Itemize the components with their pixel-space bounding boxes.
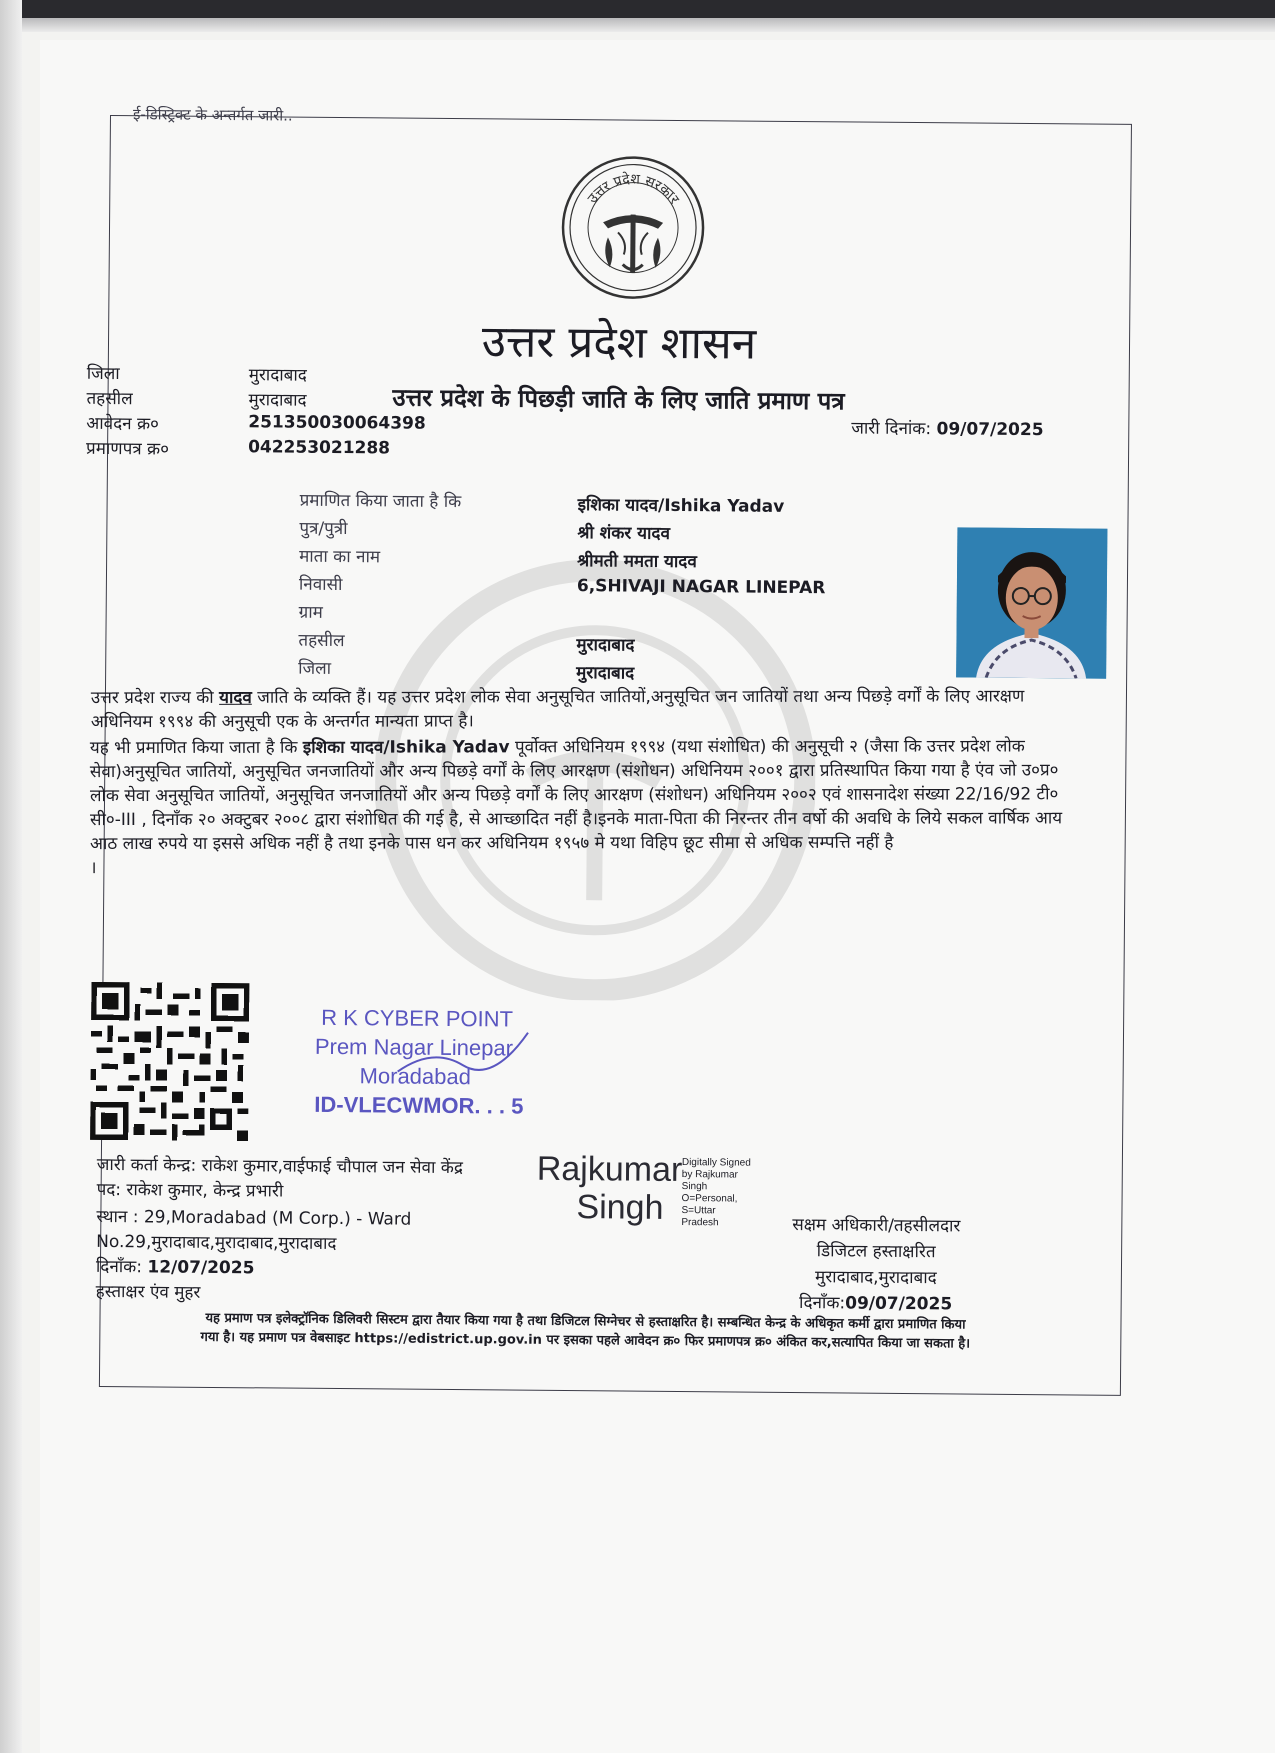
digital-line-5: S=Uttar <box>681 1205 716 1217</box>
scan-edge-left <box>0 0 22 1753</box>
para1-text: जाति के व्यक्ति हैं। यह उत्तर प्रदेश लोक सेवा अनुसूचित जातियों,अनुसूचित जन जातियों तथा अन्य पिछड़े वर्गों के लिए आरक्षण अधिनियम १९९४ की अनुसूची एक के अन्तर्गत मान्यता प्राप्त है। <box>90 686 1025 733</box>
digital-line-1: Digitally Signed <box>681 1157 751 1169</box>
emblem-text: उत्तर प्रदेश सरकार <box>584 171 683 208</box>
officer-date-value: 09/07/2025 <box>845 1293 953 1315</box>
para1-intro: उत्तर प्रदेश राज्य की <box>90 687 214 709</box>
certificate-no-label: प्रमाणपत्र क्र० <box>85 438 170 460</box>
district-label: जिला <box>86 363 120 385</box>
up-emblem-icon <box>557 152 708 303</box>
certificate <box>85 105 1132 1396</box>
address-value: 6,SHIVAJI NAGAR LINEPAR <box>576 576 826 599</box>
stamp-signature-stroke <box>393 1027 534 1088</box>
issue-date <box>851 415 1043 440</box>
officer-date-label: दिनाँक: <box>799 1293 846 1314</box>
mother-label: माता का नाम <box>299 546 381 568</box>
signer-name-1: Rajkumar <box>536 1149 683 1190</box>
footer-line-2: गया है। यह प्रमाण पत्र वेबसाइट https://edistrict.up.gov.in पर इसका पहले आवेदन क्र० फिर प्रमाणपत्र क्र० अंकित कर,सत्यापित किया जा सकता है। <box>200 1329 971 1352</box>
officer-digital: डिजिटल हस्ताक्षरित <box>816 1241 936 1263</box>
para2-end: । <box>90 858 97 879</box>
tehsil-value: मुरादाबाद <box>248 390 307 411</box>
issuer-post: पद: राकेश कुमार, केन्द्र प्रभारी <box>96 1179 284 1202</box>
stamp-line-4: ID-VLECWMOR. . . 5 <box>314 1091 524 1119</box>
tehsil-label: तहसील <box>86 388 133 410</box>
scan-edge-top <box>0 0 1275 18</box>
creamy-layer-paragraph <box>90 734 1090 880</box>
stamp-line-1: R K CYBER POINT <box>321 1004 514 1032</box>
caste-value: यादव <box>219 687 252 708</box>
caste-paragraph <box>91 684 1091 734</box>
certificate-title: उत्तर प्रदेश के पिछड़ी जाति के लिए जाति प्रमाण पत्र <box>392 383 845 416</box>
para2-person-name: इशिका यादव/Ishika Yadav <box>302 737 510 758</box>
digital-line-3: Singh <box>681 1181 708 1193</box>
scan-edge-shadow <box>0 18 1275 32</box>
issuer-date-label: दिनाँक: <box>95 1256 143 1278</box>
application-value: 251350030064398 <box>248 412 426 434</box>
e-district-note: ई-डिस्ट्रिक्ट के अन्तर्गत जारी.. <box>132 105 293 125</box>
stamp-line-2: Prem Nagar Linepar <box>314 1033 514 1061</box>
digital-line-2: by Rajkumar <box>681 1169 738 1181</box>
qr-code <box>90 982 249 1141</box>
applicant-photo <box>956 527 1107 678</box>
district-value: मुरादाबाद <box>248 365 307 386</box>
signer-name-2: Singh <box>576 1188 664 1227</box>
officer-title: सक्षम अधिकारी/तहसीलदार <box>792 1214 961 1237</box>
govt-title: उत्तर प्रदेश शासन <box>481 316 757 370</box>
digital-signature-details <box>681 1157 751 1230</box>
issue-date-value: 09/07/2025 <box>936 419 1044 441</box>
officer-place: मुरादाबाद,मुरादाबाद <box>815 1267 937 1289</box>
person-district-label: जिला <box>298 658 332 679</box>
footer-line-1: यह प्रमाण पत्र इलेक्ट्रॉनिक डिलिवरी सिस्टम द्वारा तैयार किया गया है तथा डिजिटल सिग्नेचर से हस्ताक्षरित है। सम्बन्धित केन्द्र के अधिकृत कर्मी द्वारा प्रमाणित किया <box>205 1310 966 1333</box>
person-tehsil-value: मुरादाबाद <box>576 635 635 656</box>
issuer-place-2: No.29,मुरादाबाद,मुरादाबाद,मुरादाबाद <box>96 1231 337 1255</box>
para2-text: पूर्वोक्त अधिनियम १९९४ (यथा संशोधित) की अनुसूची २ (जैसा कि उत्तर प्रदेश लोक सेवा)अनुसूचित जातियों, अनुसूचित जनजातियों और अन्य पिछड़े वर्गों के लिए आरक्षण (संशोधन) अधिनियम २००१ द्वारा प्रतिस्थापित किया गया है एंव जो उ०प्र० लोक सेवा अनुसूचित जातियों, अनुसूचित जनजातियों और अन्य पिछड़े वर्गों के लिए आरक्षण (संशोधन) अधिनियम २००२ एवं शासनादेश संख्या 22/16/92 टी० सी०-III , दिनाँक २० अक्टुबर २००८ द्वारा संशोधित की गई है, से आच्छादित नहीं है।इनके माता-पिता की निरन्तर तीन वर्षो की अवधि के लिये सकल वार्षिक आय आठ लाख रुपये या इससे अधिक नहीं है तथा इनके पास धन कर अधिनियम १९५७ मे यथा विहिप छूट सीमा से अधिक सम्पत्ति नहीं है <box>89 736 1063 855</box>
issuer-seal-label: हस्ताक्षर एंव मुहर <box>95 1281 201 1303</box>
para2-intro: यह भी प्रमाणित किया जाता है कि <box>89 737 298 759</box>
village-label: ग्राम <box>298 602 323 623</box>
officer-block <box>761 1212 992 1318</box>
issuer-place-1: स्थान : 29,Moradabad (M Corp.) - Ward <box>96 1206 412 1230</box>
application-label: आवेदन क्र० <box>86 413 159 435</box>
issuer-date-value: 12/07/2025 <box>147 1257 255 1279</box>
footer-note <box>80 1308 1090 1355</box>
digital-line-6: Pradesh <box>681 1217 719 1229</box>
svg-text:उत्तर प्रदेश सरकार <box>585 170 683 207</box>
issuer-center: जारी कर्ता केन्द्र: राकेश कुमार,वाईफाई चौपाल जन सेवा केंद्र <box>96 1154 464 1179</box>
person-name: इशिका यादव/Ishika Yadav <box>577 495 785 517</box>
mother-name: श्रीमती ममता यादव <box>577 551 697 573</box>
digital-line-4: O=Personal, <box>681 1193 738 1205</box>
issuer-date <box>96 1254 255 1278</box>
certificate-no-value: 042253021288 <box>248 437 391 459</box>
person-district-value: मुरादाबाद <box>576 663 635 684</box>
issue-date-label: जारी दिनांक: <box>851 418 932 440</box>
certified-label: प्रमाणित किया जाता है कि <box>299 490 462 513</box>
stamp-line-3: Moradabad <box>359 1063 472 1090</box>
resident-label: निवासी <box>298 574 343 596</box>
father-name: श्री शंकर यादव <box>577 523 671 544</box>
person-tehsil-label: तहसील <box>298 630 345 652</box>
relation-label: पुत्र/पुत्री <box>299 518 348 540</box>
